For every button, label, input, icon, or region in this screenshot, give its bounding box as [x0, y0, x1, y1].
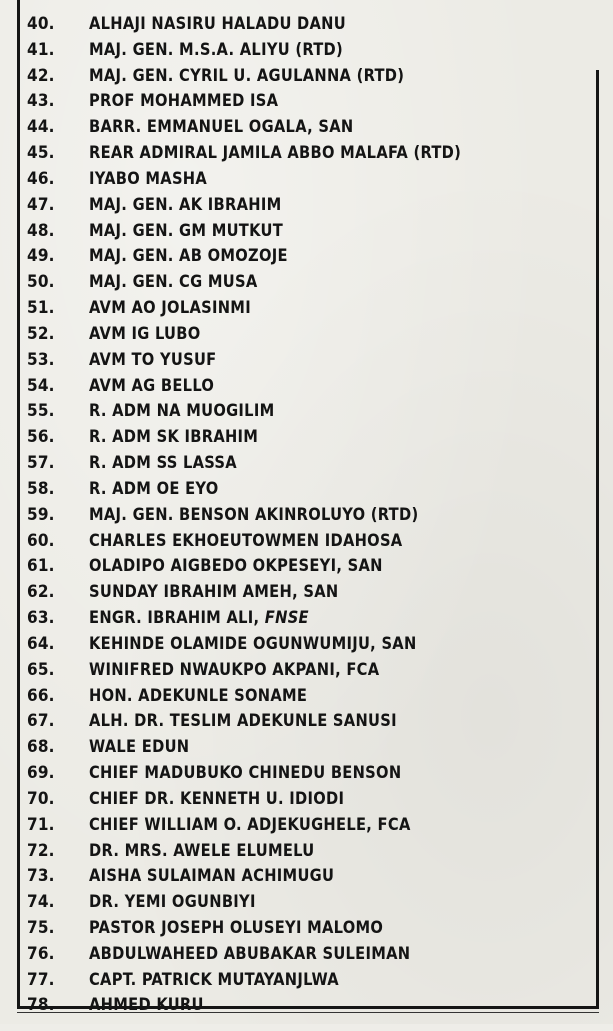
entry-name-text: MAJ. GEN. CYRIL U. AGULANNA (RTD): [89, 65, 405, 86]
entry-name: [89, 634, 417, 654]
entry-name: [89, 505, 418, 525]
entry-name: [89, 427, 258, 447]
entry-number: 49.: [27, 246, 55, 267]
entry-name-text: CHARLES EKHOEUTOWMEN IDAHOSA: [89, 530, 403, 551]
entry-number: 55.: [27, 401, 55, 422]
entry-name: [89, 221, 283, 241]
entry-name: [89, 169, 207, 189]
entry-number: 64.: [27, 633, 55, 654]
entry-name: [89, 272, 257, 292]
entry-name: [89, 350, 216, 370]
entry-number: 63.: [27, 608, 55, 629]
entry-name-text: MAJ. GEN. GM MUTKUT: [89, 220, 284, 241]
entry-name-text: OLADIPO AIGBEDO OKPESEYI, SAN: [89, 556, 383, 577]
entry-name-text: SUNDAY IBRAHIM AMEH, SAN: [89, 582, 339, 603]
entry-name-text: PASTOR JOSEPH OLUSEYI MALOMO: [89, 917, 384, 938]
entry-name-text: R. ADM OE EYO: [89, 478, 219, 499]
entry-name-text: CHIEF WILLIAM O. ADJEKUGHELE, FCA: [89, 814, 411, 835]
entry-name: [89, 376, 214, 396]
entry-number: 66.: [27, 685, 55, 706]
entry-name-text: HON. ADEKUNLE SONAME: [89, 685, 308, 706]
entry-name: [89, 143, 461, 163]
entry-name: [89, 195, 281, 215]
entry-name-text: BARR. EMMANUEL OGALA, SAN: [89, 117, 354, 138]
entry-name: [89, 608, 309, 628]
entry-name: [89, 737, 189, 757]
entry-number: 68.: [27, 737, 55, 758]
entry-name: [89, 892, 256, 912]
frame-right-rule: [596, 70, 599, 1008]
entry-name-text: MAJ. GEN. M.S.A. ALIYU (RTD): [89, 39, 343, 60]
entry-number: 75.: [27, 917, 55, 938]
entry-number: 50.: [27, 272, 55, 293]
entry-name: [89, 841, 314, 861]
entry-number: 47.: [27, 194, 55, 215]
entry-number: 78.: [27, 995, 55, 1016]
entry-number: 56.: [27, 427, 55, 448]
entry-number: 52.: [27, 323, 55, 344]
entry-name-text: WINIFRED NWAUKPO AKPANI, FCA: [89, 659, 380, 680]
entry-name: [89, 789, 344, 809]
entry-name: [89, 479, 219, 499]
entry-number: 51.: [27, 298, 55, 319]
entry-name-text: AVM IG LUBO: [89, 323, 201, 344]
entry-number: 71.: [27, 814, 55, 835]
entry-number: 65.: [27, 659, 55, 680]
entry-name-text: R. ADM SS LASSA: [89, 453, 237, 474]
entry-number: 77.: [27, 969, 55, 990]
entry-number: 69.: [27, 763, 55, 784]
entry-name: [89, 453, 237, 473]
frame-left-rule: [17, 0, 20, 1008]
entry-name: [89, 686, 307, 706]
entry-number: 58.: [27, 478, 55, 499]
entry-name: [89, 324, 200, 344]
entry-name-text: ALH. DR. TESLIM ADEKUNLE SANUSI: [89, 711, 397, 732]
entry-name-text: R. ADM SK IBRAHIM: [89, 427, 259, 448]
entry-name: [89, 711, 397, 731]
entry-name: [89, 14, 346, 34]
entry-name: [89, 298, 251, 318]
entry-name: [89, 556, 383, 576]
entry-name-text: AVM TO YUSUF: [89, 349, 217, 370]
entry-name: [89, 40, 343, 60]
entry-name: [89, 91, 278, 111]
entry-number: 60.: [27, 530, 55, 551]
entry-name-text: CAPT. PATRICK MUTAYANJLWA: [89, 969, 339, 990]
entry-name: [89, 763, 401, 783]
entry-number: 59.: [27, 504, 55, 525]
entry-name-text: PROF MOHAMMED ISA: [89, 91, 279, 112]
entry-number: 57.: [27, 453, 55, 474]
entry-name-text: KEHINDE OLAMIDE OGUNWUMIJU, SAN: [89, 633, 417, 654]
entry-number: 76.: [27, 943, 55, 964]
entry-name-text: AISHA SULAIMAN ACHIMUGU: [89, 866, 335, 887]
entry-number: 48.: [27, 220, 55, 241]
entry-number: 54.: [27, 375, 55, 396]
entry-name-text: AVM AO JOLASINMI: [89, 298, 251, 319]
entry-name-text: MAJ. GEN. AK IBRAHIM: [89, 194, 282, 215]
entry-name: [89, 401, 274, 421]
entry-name: [89, 531, 402, 551]
entry-number: 70.: [27, 788, 55, 809]
entry-number: 53.: [27, 349, 55, 370]
entry-name-text: DR. YEMI OGUNBIYI: [89, 892, 256, 913]
entry-name-text: ABDULWAHEED ABUBAKAR SULEIMAN: [89, 943, 411, 964]
entry-number: 67.: [27, 711, 55, 732]
entry-number: 42.: [27, 65, 55, 86]
entry-number: 44.: [27, 117, 55, 138]
entry-name: [89, 944, 410, 964]
entry-name: [89, 117, 354, 137]
entry-name: [89, 970, 339, 990]
entry-number: 45.: [27, 143, 55, 164]
entry-name: [89, 918, 383, 938]
entry-number: 62.: [27, 582, 55, 603]
entry-name-text: DR. MRS. AWELE ELUMELU: [89, 840, 315, 861]
entry-name-text: REAR ADMIRAL JAMILA ABBO MALAFA (RTD): [89, 143, 462, 164]
entry-number: 40.: [27, 14, 55, 34]
entry-name-text: MAJ. GEN. CG MUSA: [89, 272, 258, 293]
entry-name-text: ENGR. IBRAHIM ALI,: [89, 608, 265, 629]
entry-name-text: CHIEF DR. KENNETH U. IDIODI: [89, 788, 345, 809]
entry-name: [89, 995, 204, 1015]
entry-name: [89, 815, 411, 835]
entry-name-text: IYABO MASHA: [89, 168, 208, 189]
entry-name: [89, 582, 338, 602]
entry-name-text: R. ADM NA MUOGILIM: [89, 401, 275, 422]
entry-name: [89, 246, 288, 266]
entry-name-text: AHMED KURU: [89, 995, 204, 1016]
entry-number: 43.: [27, 91, 55, 112]
entry-number: 74.: [27, 892, 55, 913]
entry-name-text: ALHAJI NASIRU HALADU DANU: [89, 14, 346, 34]
entry-number: 41.: [27, 39, 55, 60]
entry-number: 46.: [27, 168, 55, 189]
entry-number: 73.: [27, 866, 55, 887]
entry-name-text: AVM AG BELLO: [89, 375, 215, 396]
entry-number: 61.: [27, 556, 55, 577]
entry-name-italic-suffix: FNSE: [264, 608, 309, 629]
entry-name-text: CHIEF MADUBUKO CHINEDU BENSON: [89, 763, 402, 784]
entry-name: [89, 660, 379, 680]
entry-name-text: WALE EDUN: [89, 737, 190, 758]
entry-name-text: MAJ. GEN. BENSON AKINROLUYO (RTD): [89, 504, 419, 525]
entry-name: [89, 866, 334, 886]
entry-number: 72.: [27, 840, 55, 861]
entry-name-text: MAJ. GEN. AB OMOZOJE: [89, 246, 288, 267]
entry-name: [89, 66, 404, 86]
